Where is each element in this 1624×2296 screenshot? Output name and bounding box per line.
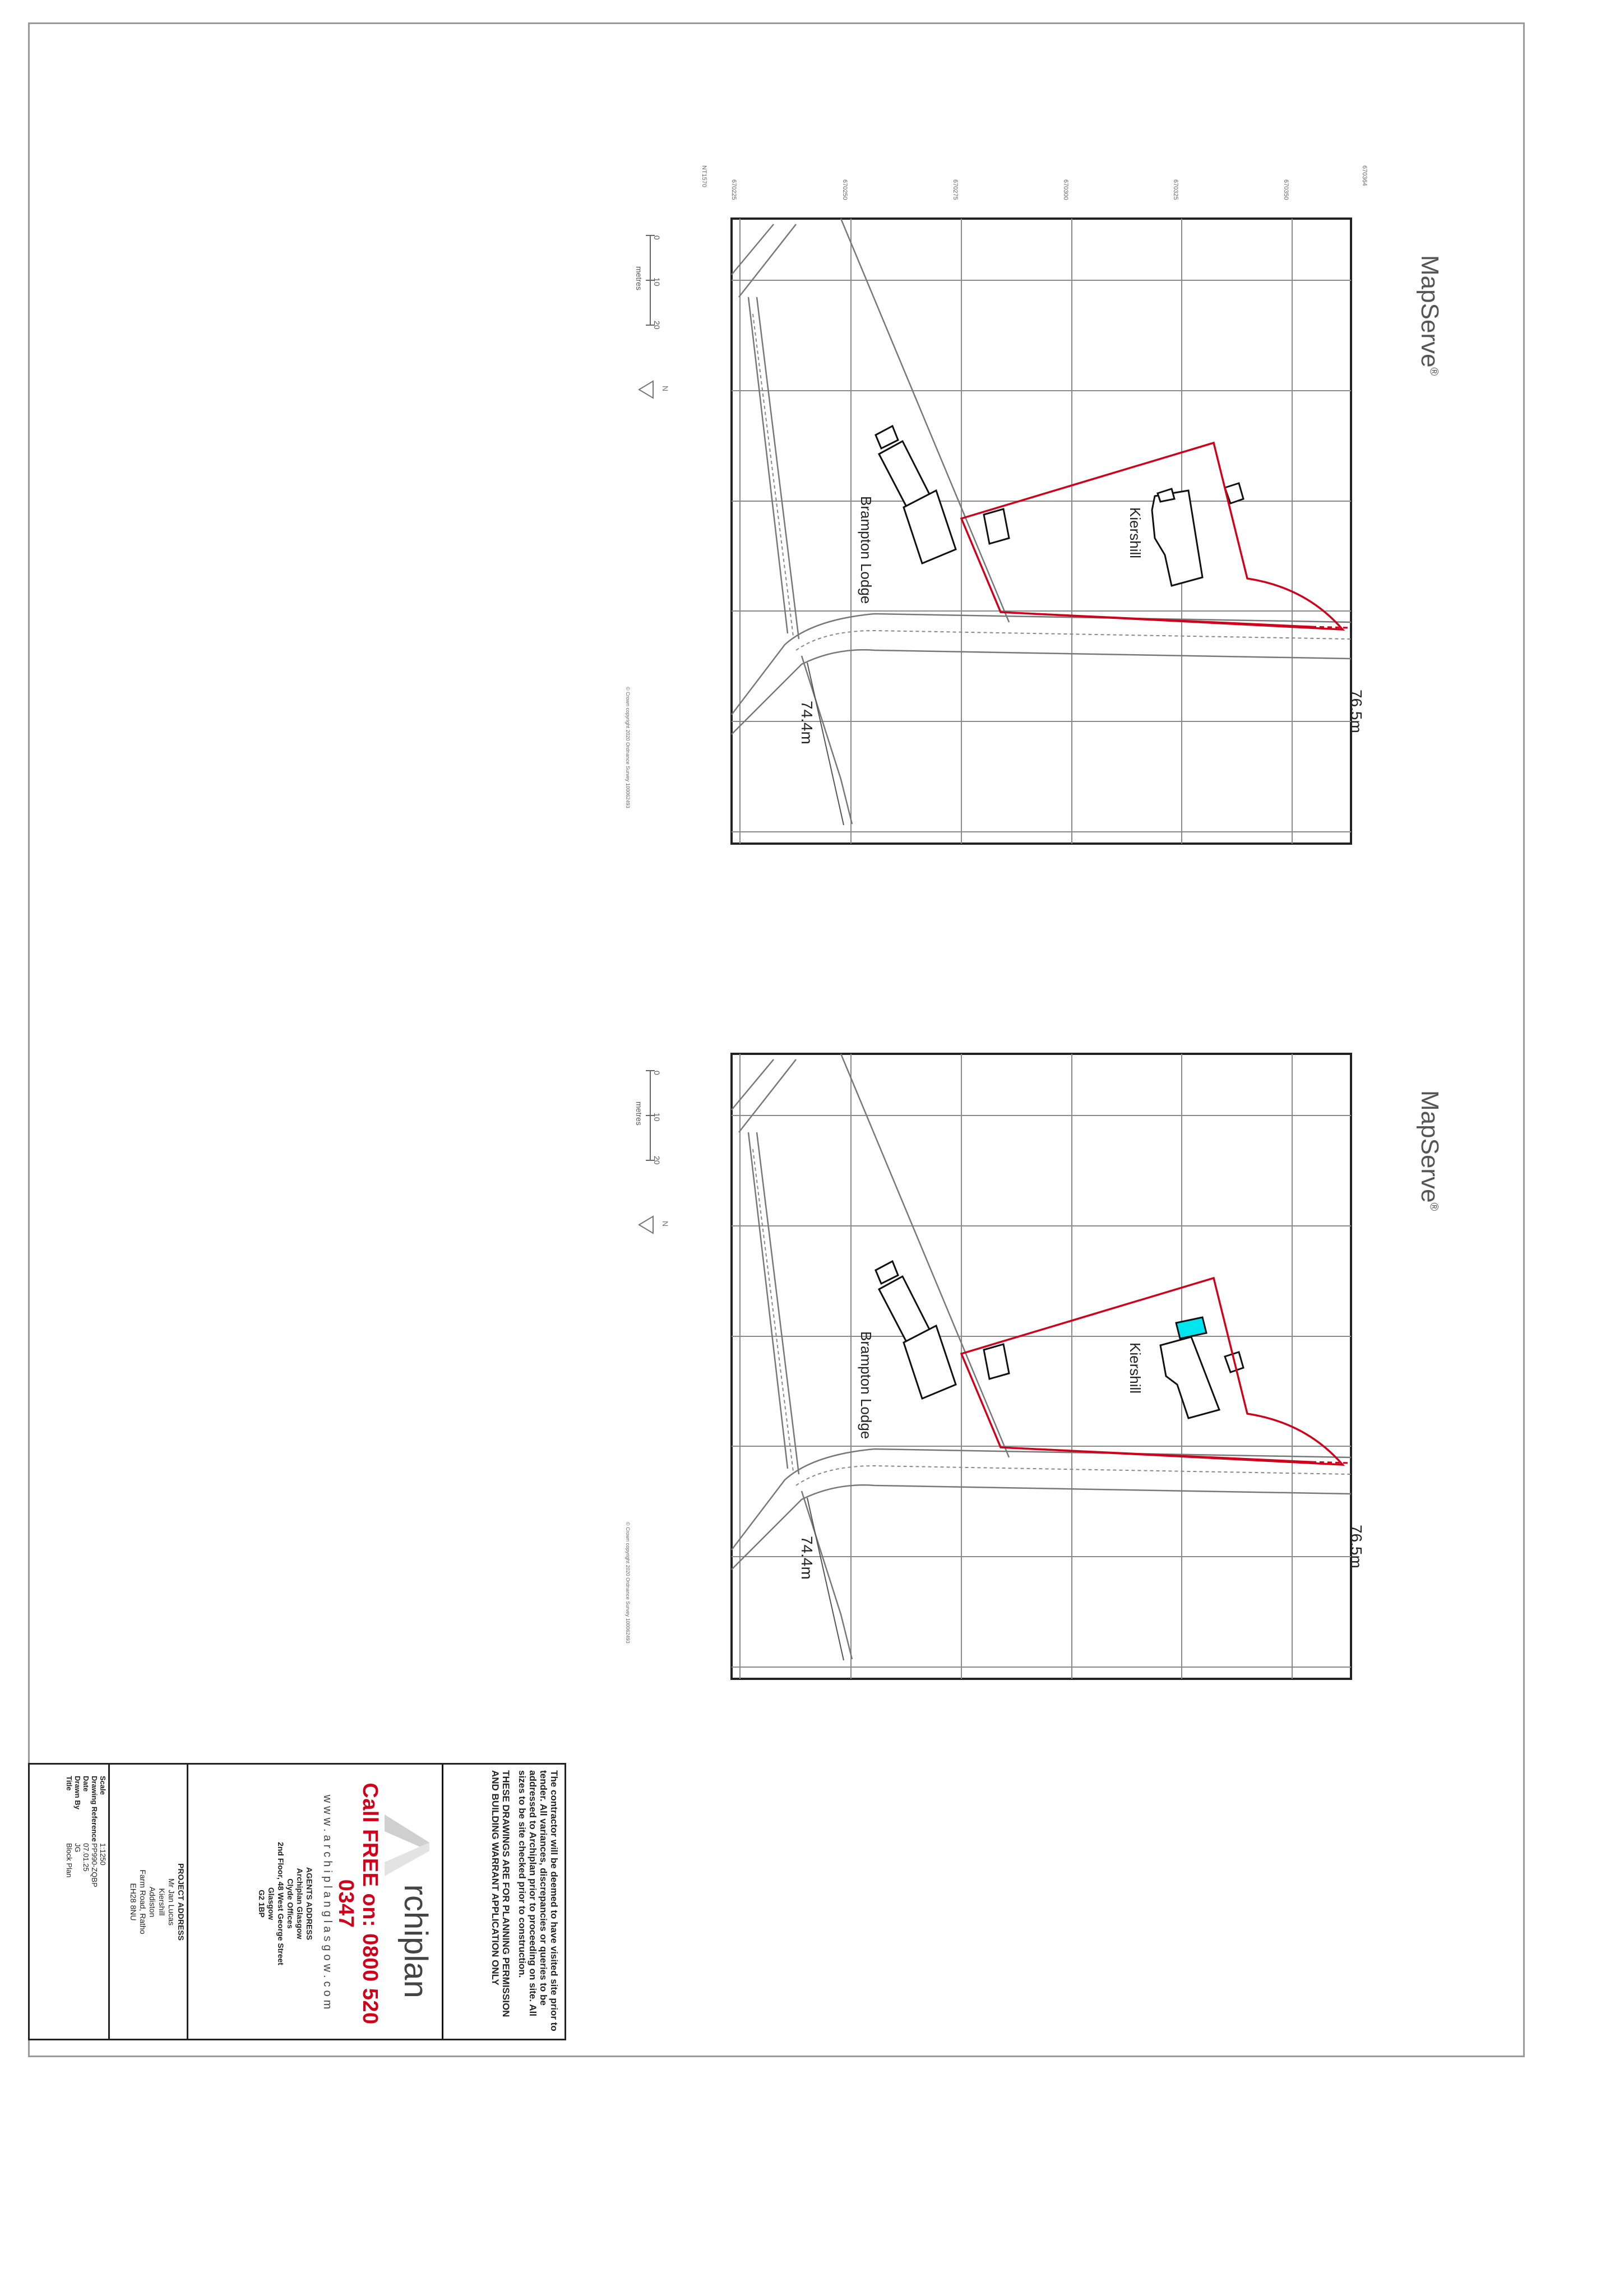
lower-grid [732,1054,1351,1679]
agents-line: Archiplan Glasgow [295,1868,305,1939]
lower-spot-height-2: 76.5m [1348,1525,1365,1568]
lower-road [732,1054,1351,1659]
field-title: TitleBlock Plan [65,1776,73,1878]
lower-site-plan [732,1054,1351,1679]
upper-road [732,219,1351,824]
field-scale: Scale1:1250 [99,1776,107,1866]
drawing-info-block [40,1776,107,2034]
lower-map-frame [732,1054,1351,1679]
grid-label: 670350 [1283,179,1289,200]
planning-notice: THESE DRAWINGS ARE FOR PLANNING PERMISSION AND BUILDING WARRANT APPLICATION ONLY [490,1770,511,2017]
project-line: Kiershill [158,1888,166,1916]
upper-north-arrow-icon [639,381,653,398]
field-drawing-reference: Drawing ReferencePP990-ZQBP [90,1776,99,1887]
call-free-number[interactable]: Call FREE on: 0800 520 0347 [334,1783,382,2025]
upper-road-dashed [753,314,1351,650]
upper-site-plan [732,219,1351,844]
upper-map-frame [732,219,1351,844]
agents-line: G2 1BP [257,1890,267,1918]
lower-copyright: © Crown copyright 2020 Ordnance Survey 100062493 [625,1522,631,1644]
archiplan-logo: rchiplan [382,1769,434,2038]
title-block-brand [257,1769,439,2038]
upper-spot-height-1: 74.4m [798,701,816,744]
website-link[interactable]: www.archiplanglasgow.com [321,1794,334,2013]
upper-site-boundary [961,443,1343,629]
archiplan-a-icon [382,1809,432,1882]
contractor-notice: The contractor will be deemed to have visited site prior to tender. All variances, discrepancies or queries to be addressed to Archiplan prior to proceeding on site. All sizes to be site checked prior to construction. [517,1770,559,2031]
project-line: Mr Jan Lucas [167,1878,176,1926]
title-block-divider [442,1765,443,2039]
lower-scale-20: 20 [653,1156,661,1165]
upper-mapserve-logo: MapServe® [1416,255,1443,376]
upper-spot-height-2: 76.5m [1348,689,1365,733]
lower-neighbour-label: Brampton Lodge [858,1331,875,1439]
project-line: Addiston [148,1886,157,1918]
upper-scale-unit: metres [635,266,644,290]
upper-neighbour-label: Brampton Lodge [858,496,875,604]
lower-scale-10: 10 [653,1113,661,1122]
agents-heading: AGENTS ADDRESS [305,1867,314,1941]
lower-access-boundary [1001,1447,1312,1462]
field-date: Date07.01.25 [82,1776,90,1872]
lower-house-label: Kiershill [1127,1343,1144,1394]
upper-access-boundary [1001,612,1312,627]
lower-spot-height-1: 74.4m [798,1536,816,1580]
agents-line: 2nd Floor, 48 West George Street [276,1842,286,1965]
lower-scale-0: 0 [653,1071,661,1075]
project-address-block [107,1773,186,2031]
upper-north-label: N [661,386,670,392]
grid-label: 670250 [841,179,848,200]
upper-house-label: Kiershill [1127,507,1144,559]
grid-label: 670225 [730,179,737,200]
proposed-extension [1176,1317,1206,1339]
upper-scale-0: 0 [653,235,661,240]
agents-line: Clyde Offices [286,1878,295,1929]
lower-scale-unit: metres [635,1101,644,1126]
title-block-divider [108,1765,110,2039]
upper-grid [732,219,1351,844]
lower-north-label: N [661,1221,670,1227]
lower-mapserve-logo: MapServe® [1416,1090,1443,1211]
title-block-divider [187,1765,188,2039]
lower-north-arrow-icon [639,1216,653,1233]
upper-copyright: © Crown copyright 2020 Ordnance Survey 100062493 [625,687,631,808]
project-line: Farm Road, Ratho [138,1869,147,1934]
lower-site-boundary [961,1278,1343,1465]
agents-line: Glasgow [267,1887,276,1920]
grid-label: 670300 [1062,179,1069,200]
project-heading: PROJECT ADDRESS [177,1863,186,1941]
grid-label: 670275 [952,179,959,200]
grid-label: 670325 [1172,179,1179,200]
grid-label: 670364 [1361,165,1368,186]
upper-scale-10: 10 [653,277,661,286]
title-block [28,1763,566,2040]
project-line: EH28 8NU [129,1883,138,1921]
lower-road-dashed [753,1149,1351,1485]
grid-label: NT1570 [701,165,707,188]
field-drawn-by: Drawn ByJG [73,1776,82,1853]
title-block-notes [419,1765,565,2042]
upper-scale-20: 20 [653,321,661,330]
